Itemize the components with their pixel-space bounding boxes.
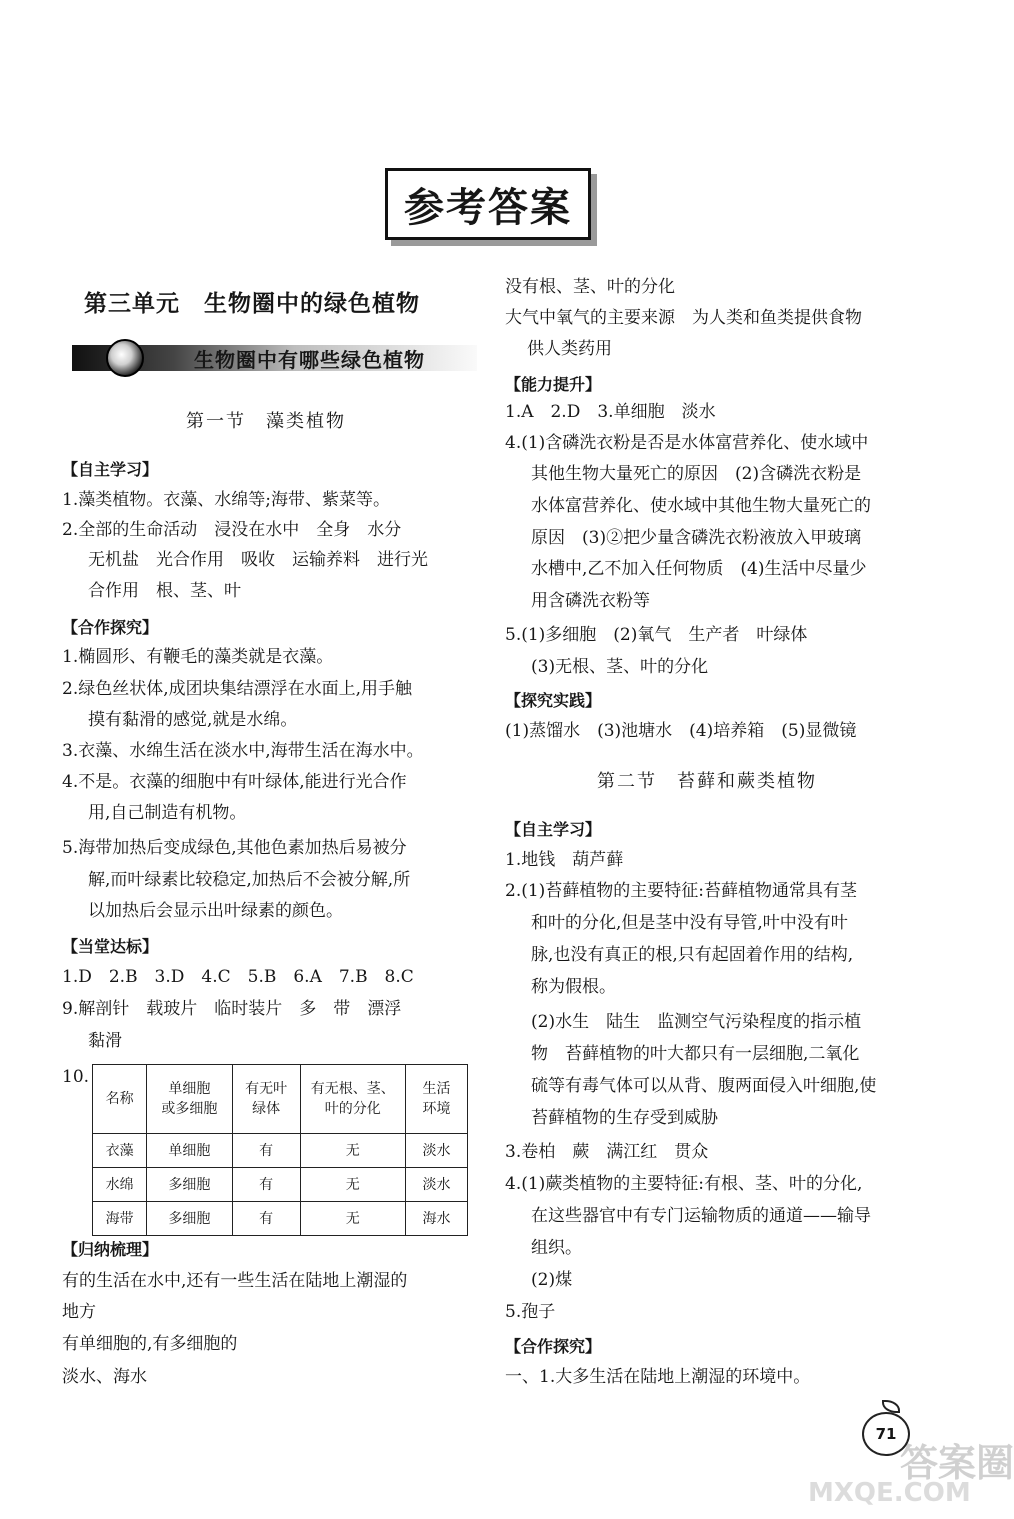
table-header-row [93,1065,468,1134]
section-title: 第一节 藻类植物 [186,411,346,432]
answer-line: 5.(1)多细胞 (2)氧气 生产者 叶绿体 [505,625,808,645]
answer-line: 组织。 [531,1238,582,1258]
section-tag: 【归纳梳理】 [62,1240,159,1259]
section-tag: 【合作探究】 [505,1337,602,1356]
answer-line: 合作用 根、茎、叶 [88,581,241,601]
answer-line: 淡水、海水 [62,1367,147,1387]
answer-line: 2.全部的生命活动 浸没在水中 全身 水分 [62,520,402,540]
answer-line: 一、1.大多生活在陆地上潮湿的环境中。 [505,1367,811,1387]
answer-line: 4.(1)蕨类植物的主要特征:有根、茎、叶的分化, [505,1174,863,1194]
answer-line: 4.(1)含磷洗衣粉是否是水体富营养化、使水域中 [505,433,869,453]
table-header-cell: 有无叶 绿体 [232,1065,300,1134]
table-cell: 单细胞 [147,1134,233,1168]
answer-line: 称为假根。 [531,977,616,997]
table-cell: 多细胞 [147,1168,233,1202]
answer-line: 用含磷洗衣粉等 [531,591,650,611]
table-cell: 无 [300,1202,405,1236]
answer-line: 原因 (3)②把少量含磷洗衣粉液放入甲玻璃 [531,528,862,548]
answer-line: 1.藻类植物。衣藻、水绵等;海带、紫菜等。 [62,490,390,510]
page-title: 参考答案 [385,168,591,240]
table-header-cell: 单细胞 或多细胞 [147,1065,233,1134]
answer-line: 硫等有毒气体可以从背、腹两面侵入叶细胞,使 [531,1076,877,1096]
page-number: 71 [862,1412,910,1456]
watermark-url: MXQE.COM [808,1478,971,1508]
section-tag: 【自主学习】 [505,820,602,839]
answer-line: (2)水生 陆生 监测空气污染程度的指示植 [531,1012,862,1032]
answer-line: 有的生活在水中,还有一些生活在陆地上潮湿的 [62,1271,408,1291]
unit-title: 第三单元 生物圈中的绿色植物 [84,291,420,317]
section-tag: 【探究实践】 [505,691,602,710]
answer-line: 大气中氧气的主要来源 为人类和鱼类提供食物 [505,308,862,328]
chapter-title: 生物圈中有哪些绿色植物 [194,348,425,372]
table-cell: 衣藻 [93,1134,147,1168]
answer-line: 5.孢子 [505,1302,556,1322]
watermark-logo: 答案圈 [900,1441,1014,1485]
table-cell: 有 [232,1168,300,1202]
answer-line: 1.A 2.D 3.单细胞 淡水 [505,402,716,422]
answer-line: 没有根、茎、叶的分化 [505,277,675,297]
answer-line: (3)无根、茎、叶的分化 [531,657,709,677]
table-cell: 海带 [93,1202,147,1236]
answer-line: 其他生物大量死亡的原因 (2)含磷洗衣粉是 [531,464,862,484]
answer-line: 和叶的分化,但是茎中没有导管,叶中没有叶 [531,913,848,933]
answer-line: 5.海带加热后变成绿色,其他色素加热后易被分 [62,838,407,858]
table-cell: 无 [300,1134,405,1168]
table-number: 10. [62,1067,90,1087]
table-cell: 多细胞 [147,1202,233,1236]
answer-line: 水槽中,乙不加入任何物质 (4)生活中尽量少 [531,559,867,579]
answer-line: 2.(1)苔藓植物的主要特征:苔藓植物通常具有茎 [505,881,858,901]
answer-line: 供人类药用 [527,339,612,359]
answer-line: 3.衣藻、水绵生活在淡水中,海带生活在海水中。 [62,741,424,761]
answer-line: 1.椭圆形、有鞭毛的藻类就是衣藻。 [62,647,334,667]
answer-line: 在这些器官中有专门运输物质的通道——输导 [531,1206,871,1226]
table-cell: 淡水 [405,1134,467,1168]
table-header-cell: 生活 环境 [405,1065,467,1134]
table-cell: 有 [232,1134,300,1168]
answer-line: (1)蒸馏水 (3)池塘水 (4)培养箱 (5)显微镜 [505,721,857,741]
answer-line: (2)煤 [531,1270,573,1290]
answer-line: 1.D 2.B 3.D 4.C 5.B 6.A 7.B 8.C [62,967,414,987]
answer-line: 以加热后会显示出叶绿素的颜色。 [88,901,343,921]
comparison-table [92,1064,468,1236]
table-cell: 淡水 [405,1168,467,1202]
answer-line: 解,而叶绿素比较稳定,加热后不会被分解,所 [88,870,411,890]
answer-line: 地方 [62,1302,96,1322]
answer-line: 用,自己制造有机物。 [88,803,247,823]
answer-line: 1.地钱 葫芦藓 [505,850,624,870]
answer-line: 黏滑 [88,1031,122,1051]
section-tag: 【当堂达标】 [62,937,159,956]
table-cell: 有 [232,1202,300,1236]
table-cell: 无 [300,1168,405,1202]
table-cell: 海水 [405,1202,467,1236]
answer-line: 物 苔藓植物的叶大都只有一层细胞,二氧化 [531,1044,860,1064]
section-tag: 【合作探究】 [62,618,159,637]
chapter-banner [72,339,477,375]
answer-line: 2.绿色丝状体,成团块集结漂浮在水面上,用手触 [62,679,413,699]
chapter-number-icon [106,339,144,377]
answer-line: 4.不是。衣藻的细胞中有叶绿体,能进行光合作 [62,772,407,792]
answer-line: 水体富营养化、使水域中其他生物大量死亡的 [531,496,871,516]
answer-line: 9.解剖针 载玻片 临时装片 多 带 漂浮 [62,999,402,1019]
section-tag: 【能力提升】 [505,375,602,394]
table-cell: 水绵 [93,1168,147,1202]
table-header-cell: 有无根、茎、 叶的分化 [300,1065,405,1134]
table-row [93,1202,468,1236]
section-title: 第二节 苔藓和蕨类植物 [597,771,817,792]
answer-line: 有单细胞的,有多细胞的 [62,1334,238,1354]
answer-line: 脉,也没有真正的根,只有起固着作用的结构, [531,945,854,965]
table-row [93,1134,468,1168]
answer-line: 摸有黏滑的感觉,就是水绵。 [88,710,298,730]
answer-line: 3.卷柏 蕨 满江红 贯众 [505,1142,709,1162]
answer-line: 无机盐 光合作用 吸收 运输养料 进行光 [88,550,428,570]
section-tag: 【自主学习】 [62,460,159,479]
table-row [93,1168,468,1202]
answer-line: 苔藓植物的生存受到威胁 [531,1108,718,1128]
table-header-cell: 名称 [93,1065,147,1134]
